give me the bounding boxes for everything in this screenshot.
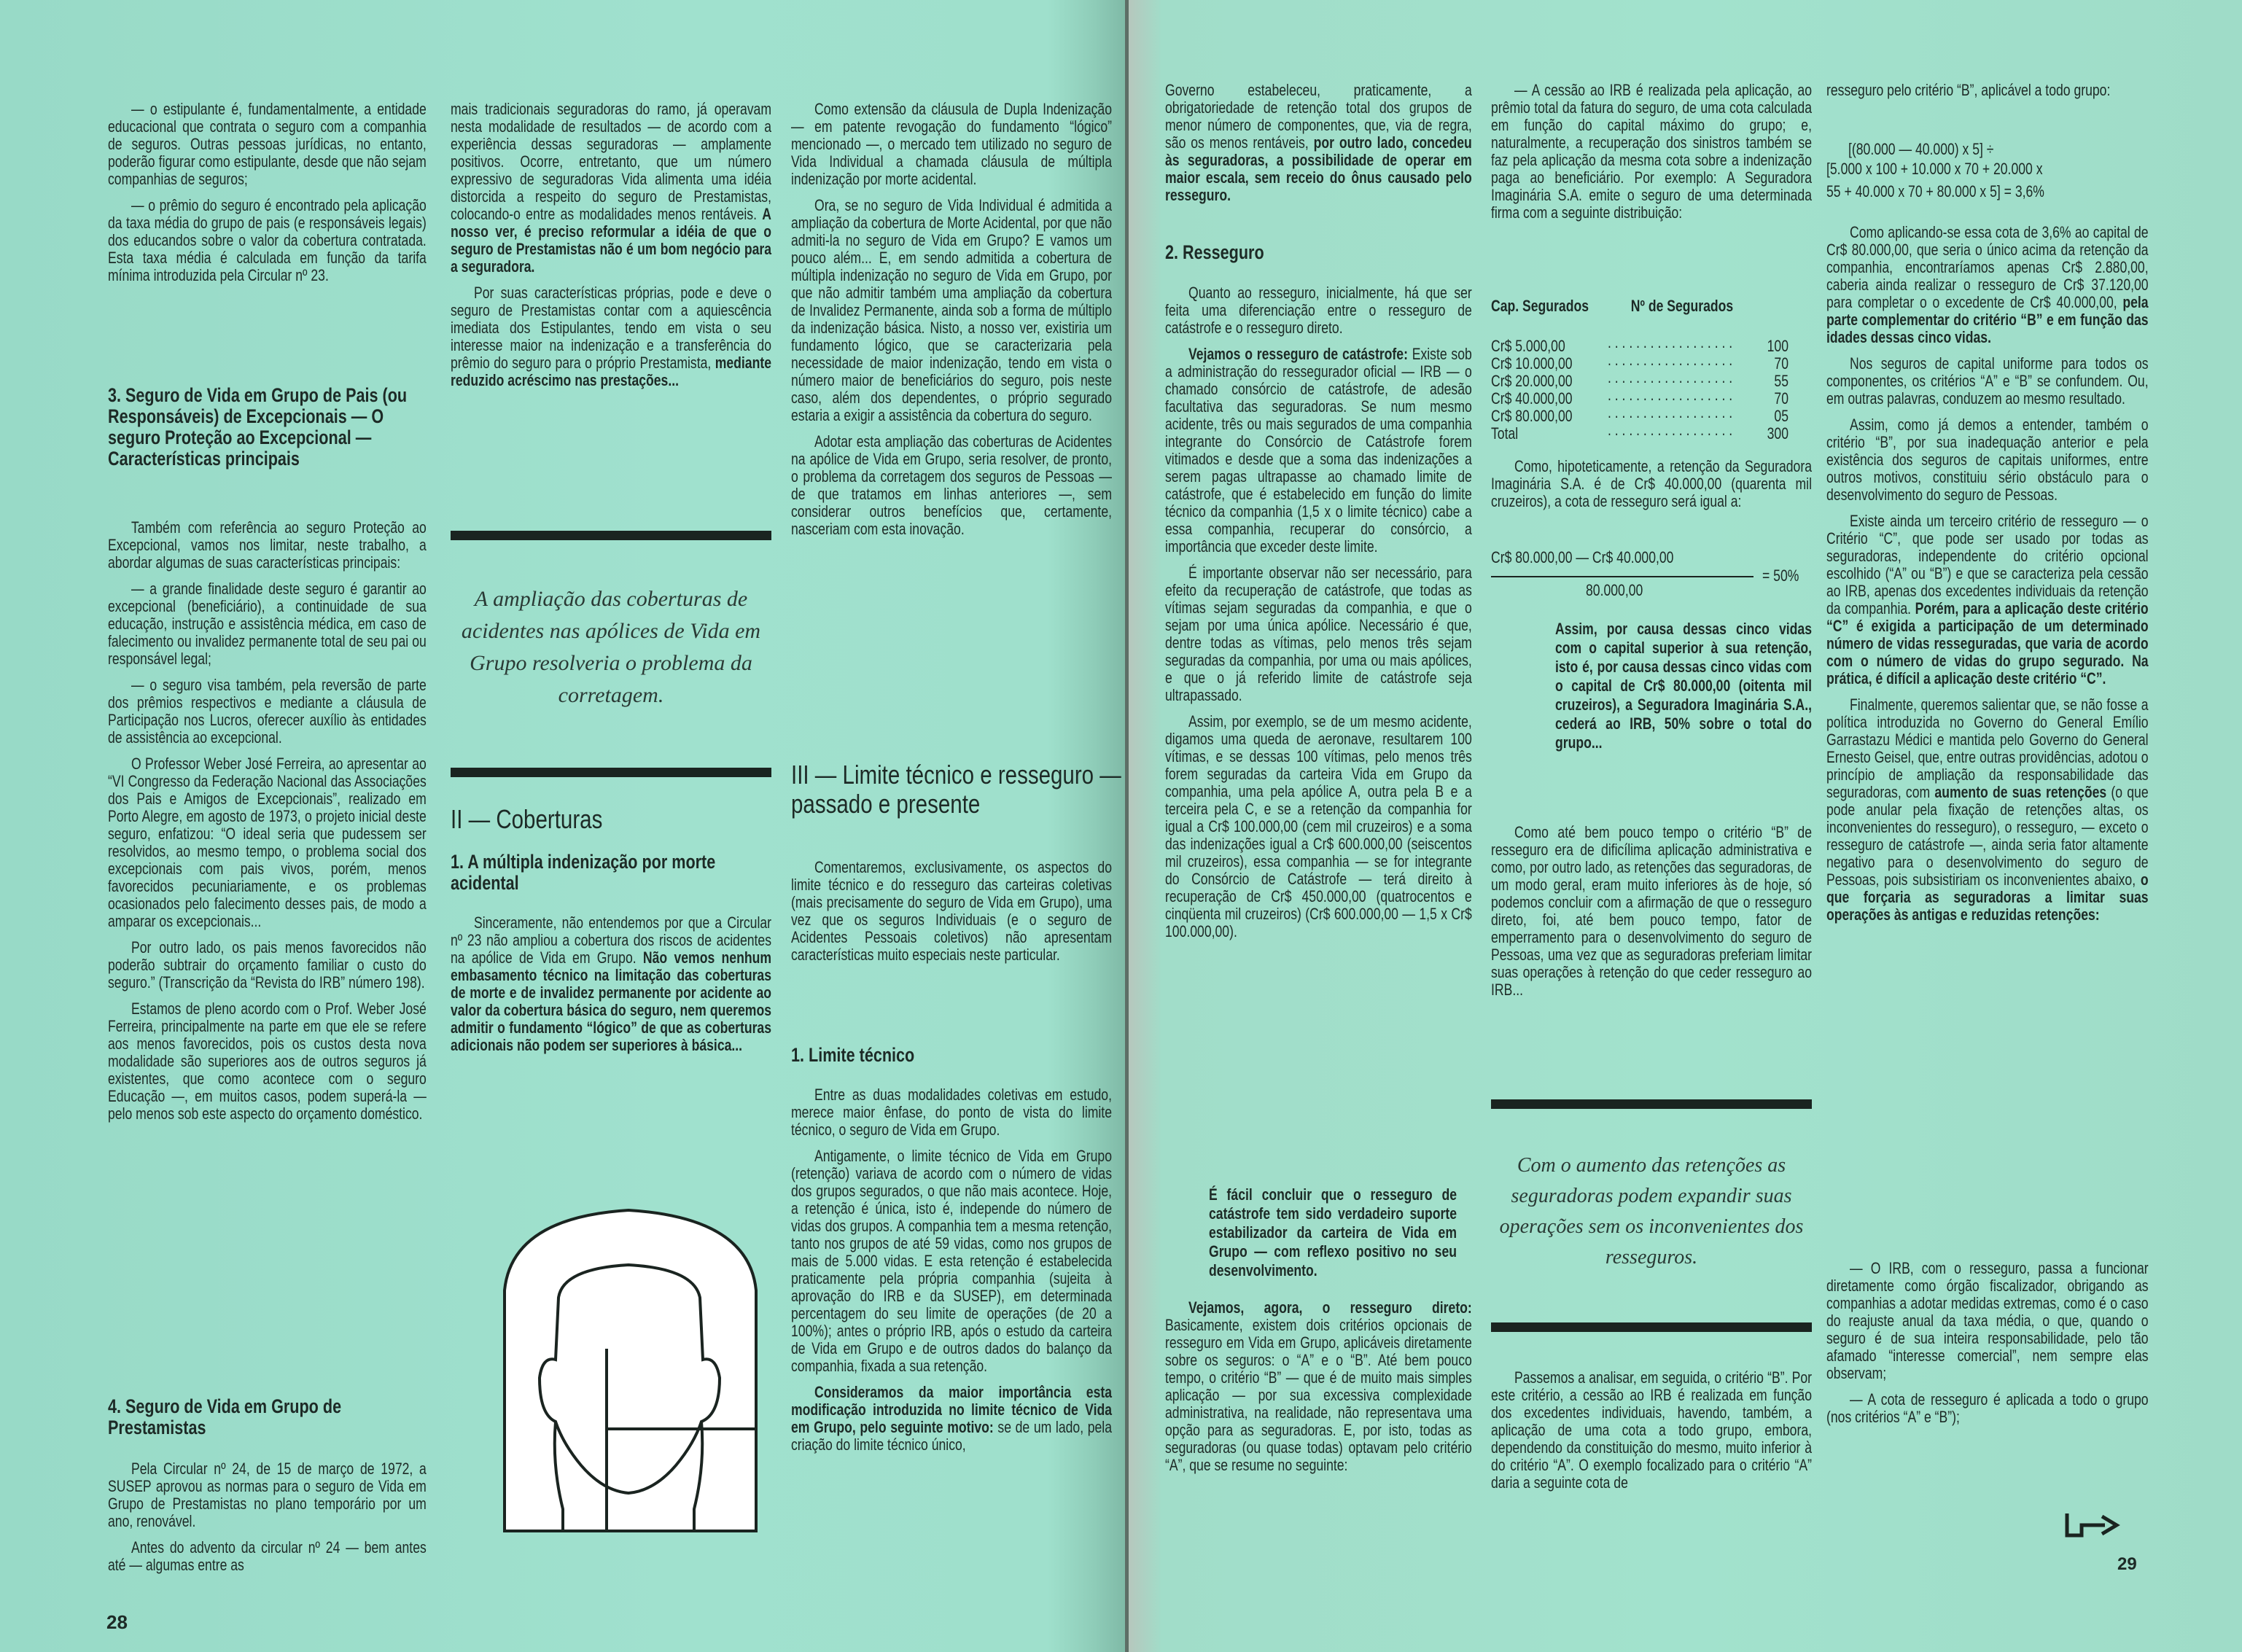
article-text bbox=[1165, 82, 1472, 204]
table-cell: 300 bbox=[1767, 424, 1788, 443]
paragraph bbox=[791, 859, 1112, 964]
table-cell: 55 bbox=[1774, 372, 1788, 390]
text-run: — A cota de resseguro é aplicada a todo o grupo (nos critérios “A” e “B”); bbox=[1826, 1390, 2149, 1426]
article-text bbox=[1491, 1369, 1812, 1492]
text-run: É importante observar não ser necessário, para efeito da recuperação de catástrofe, que todas as vítimas sejam seguradas da companhia, e que o sejam por uma única apólice. Necessário é que, dentre todas as vítimas, pelo menos três sejam seguradas da companhia, por uma ou mais apólices, e que o já referido limite de catástrofe seja ultrapassado. bbox=[1165, 564, 1472, 704]
article-text bbox=[451, 101, 771, 389]
paragraph bbox=[108, 1000, 427, 1123]
bold-text: mediante reduzido acréscimo nas prestações... bbox=[451, 354, 771, 389]
paragraph bbox=[791, 433, 1112, 538]
paragraph bbox=[1491, 458, 1812, 510]
leader-dots: . . . . . . . . . . . . . . . . . . bbox=[1608, 369, 1733, 386]
section-heading: 4. Seguro de Vida em Grupo de Prestamistas bbox=[108, 1395, 342, 1438]
paragraph bbox=[1826, 696, 2149, 924]
bold-text: Consideramos da maior importância esta modificação introduzida no limite técnico de Vida em Grupo, pelo seguinte motivo: bbox=[791, 1383, 1112, 1436]
paragraph bbox=[1826, 1391, 2149, 1426]
head-diagram-icon bbox=[497, 1203, 767, 1538]
paragraph bbox=[108, 197, 427, 284]
leader-dots: . . . . . . . . . . . . . . . . . . bbox=[1608, 404, 1733, 421]
paragraph bbox=[791, 1086, 1112, 1139]
text-run: Também com referência ao seguro Proteção ao Excepcional, vamos nos limitar, neste trabalho, a abordar algumas de suas características principais: bbox=[108, 518, 427, 572]
subsection-heading: 2. Resseguro bbox=[1165, 241, 1264, 263]
article-text bbox=[791, 101, 1112, 538]
section-heading: II — Coberturas bbox=[451, 804, 603, 834]
bold-text: A nosso ver, é preciso reformular a idéia de que o seguro de Prestamistas não é um bom negócio para a seguradora. bbox=[451, 205, 771, 276]
table-cell: Cr$ 20.000,00 bbox=[1491, 372, 1573, 390]
article-text bbox=[108, 519, 427, 1123]
text-run: — O IRB, com o resseguro, passa a funcionar diretamente como órgão fiscalizador, obrigando as companhias a adotar medidas extremas, como é o caso do reajuste anual da taxa média, o que, quando o seguro é de sua inteira responsabilidade, pelo tão afamado “interesse comercial”, nem sempre elas observam; bbox=[1826, 1259, 2149, 1382]
paragraph bbox=[108, 677, 427, 747]
text-run: Antes do advento da circular nº 24 — bem antes até — algumas entre as bbox=[108, 1538, 427, 1574]
leader-dots: . . . . . . . . . . . . . . . . . . bbox=[1608, 334, 1733, 351]
text-run: Assim, por exemplo, se de um mesmo acidente, digamos uma queda de aeronave, resultarem 100 vítimas, e se dessas 100 vítimas, pelo menos três forem seguradas da carteira Vida em Grupo da companhia, uma pela apólice A, outra pela B e a terceira pela C, e se a retenção da companhia for igual a Cr$ 100.000,00 (cem mil cruzeiros) e a soma das indenizações igual a Cr$ 600.000,00 (seiscentos mil cruzeiros), essa companhia — se for integrante do Consórcio de Catástrofe — terá direito à recuperação de Cr$ 450.000,00 (quatrocentos e cinqüenta mil cruzeiros) (Cr$ 600.000,00 — 1,5 x Cr$ 100.000,00). bbox=[1165, 712, 1472, 940]
formula-line: 55 + 40.000 x 70 + 80.000 x 5] = 3,6% bbox=[1826, 182, 2044, 200]
continue-arrow-icon bbox=[2064, 1511, 2122, 1538]
paragraph bbox=[1826, 1260, 2149, 1382]
page-number: 29 bbox=[2117, 1554, 2137, 1574]
text-run: Por outro lado, os pais menos favorecidos não poderão subtrair do orçamento familiar o custo do seguro.” (Transcrição da “Revista do IRB” número 198). bbox=[108, 938, 427, 991]
text-run: Basicamente, existem dois critérios opcionais de resseguro em Vida em Grupo, aplicáveis diretamente sobre os seguros: o “A” e o “B”. Até bem pouco tempo, o critério “B” — que é de muito mais simples aplicação — por sua excessiva complexidade administrativa, na realidade, não representava uma opção para as seguradoras. E, por isto, todas as seguradoras (ou quase todas) optavam pelo critério “A”, que se resume no seguinte: bbox=[1165, 1316, 1472, 1474]
paragraph bbox=[1826, 355, 2149, 408]
right-page bbox=[1129, 0, 2242, 1652]
table-cell: Cr$ 10.000,00 bbox=[1491, 354, 1573, 373]
paragraph bbox=[108, 580, 427, 668]
paragraph bbox=[1491, 824, 1812, 999]
text-run: Como extensão da cláusula de Dupla Indenização — em patente revogação do fundamento “lógico” mencionado —, o mercado tem utilizado no seguro de Vida Individual a chamada cláusula de múltipla indenização por morte acidental. bbox=[791, 100, 1112, 188]
paragraph bbox=[108, 1539, 427, 1574]
table-cell: Cr$ 40.000,00 bbox=[1491, 389, 1573, 408]
divider bbox=[1491, 1322, 1812, 1332]
table-cell: Cr$ 5.000,00 bbox=[1491, 337, 1565, 355]
article-text bbox=[1826, 82, 2149, 99]
paragraph bbox=[1165, 284, 1472, 337]
paragraph bbox=[1491, 1369, 1812, 1492]
paragraph bbox=[791, 197, 1112, 424]
text-run: resseguro pelo critério “B”, aplicável a todo grupo: bbox=[1826, 81, 2111, 99]
article-text bbox=[451, 914, 771, 1054]
table-cell: Total bbox=[1491, 424, 1519, 443]
paragraph bbox=[108, 755, 427, 930]
text-run: Pela Circular nº 24, de 15 de março de 1972, a SUSEP aprovou as normas para o seguro de Vida em Grupo de Prestamistas no plano temporário por um ano, renovável. bbox=[108, 1460, 427, 1530]
text-run: Entre as duas modalidades coletivas em estudo, merece maior ênfase, do ponto de vista do limite técnico, o seguro de Vida em Grupo. bbox=[791, 1086, 1112, 1139]
formula-line: [(80.000 — 40.000) x 5] ÷ bbox=[1848, 140, 1994, 158]
text-run: (o que pode anular pela fixação de retenções altas, os inconvenientes do resseguro), o resseguro, — exceto o resseguro de catástrofe —, ainda seria fator altamente negativo para o desenvolvimento do seguro de Pessoas, pois subsistiriam os inconvenientes abaixo, bbox=[1826, 783, 2149, 889]
bold-text: por outro lado, concedeu às seguradoras, a possibilidade de operar em maior escala, sem receio do ônus causado pelo resseguro. bbox=[1165, 133, 1472, 204]
article-text bbox=[1491, 82, 1812, 222]
fraction-numerator: Cr$ 80.000,00 — Cr$ 40.000,00 bbox=[1491, 548, 1674, 566]
paragraph bbox=[1165, 346, 1472, 556]
bold-text: aumento de suas retenções bbox=[1934, 783, 2107, 801]
bold-text: Porém, para a aplicação deste critério “C” é exigida a participação de um determinado número de vidas resseguradas, que varia de acordo com o número de vidas do grupo segurado. Na prática, é difícil a aplicação deste critério “C”. bbox=[1826, 599, 2149, 687]
bold-text: Vejamos o resseguro de catástrofe: bbox=[1188, 345, 1408, 363]
paragraph bbox=[791, 101, 1112, 188]
divider bbox=[451, 768, 771, 777]
pull-quote: Com o aumento das retenções as seguradoras podem expandir suas operações sem os inconvenientes dos resseguros. bbox=[1499, 1154, 1804, 1269]
text-run: Estamos de pleno acordo com o Prof. Weber José Ferreira, principalmente na parte em que ele se refere aos menos favorecidos, pois os custos desta nova modalidade são superiores aos de outros seguros já existentes, que como acontece com o seguro Educação —, em muitos casos, podem superá-la — pelo menos sob este aspecto do orçamento doméstico. bbox=[108, 1000, 427, 1123]
text-run: — o estipulante é, fundamentalmente, a entidade educacional que contrata o seguro com a companhia de seguros. Outras pessoas jurídicas, no entanto, poderão figurar como estipulante, desde que não sejam companhias de seguros; bbox=[108, 100, 427, 188]
text-run: Passemos a analisar, em seguida, o critério “B”. Por este critério, a cessão ao IRB é realizada em função dos excedentes individuais, havendo, também, a aplicação de uma cota a todo grupo, embora, dependendo da constituição do mesmo, muito inferior à do critério “A”. O exemplo focalizado para o critério “A” daria a seguinte cota de bbox=[1491, 1368, 1812, 1492]
table-column-header: Cap. Segurados bbox=[1491, 297, 1589, 315]
article-text bbox=[1826, 224, 2149, 924]
bold-callout: Assim, por causa dessas cinco vidas com o capital superior à sua retenção, isto é, por causa dessas cinco vidas com o capital de Cr$ 80.000,00 (oitenta mil cruzeiros), a Seguradora Imaginária S.A., cederá ao IRB, 50% sobre o total do grupo... bbox=[1555, 620, 1812, 752]
paragraph bbox=[1165, 1299, 1472, 1474]
paragraph bbox=[791, 1148, 1112, 1375]
table-cell: 70 bbox=[1774, 354, 1788, 373]
paragraph bbox=[108, 519, 427, 572]
article-text bbox=[108, 101, 427, 284]
text-run: Por suas características próprias, pode e deve o seguro de Prestamistas contar com a aquiescência imediata dos Estipulantes, tendo em vista o seu interesse maior na indenização e a transferência do prêmio do seguro para o próprio Prestamista, bbox=[451, 284, 771, 372]
paragraph bbox=[791, 1384, 1112, 1454]
table-cell: Cr$ 80.000,00 bbox=[1491, 407, 1573, 425]
article-text bbox=[791, 859, 1112, 964]
article-text bbox=[1491, 824, 1812, 999]
article-text bbox=[1491, 458, 1812, 510]
paragraph bbox=[108, 939, 427, 991]
paragraph bbox=[1491, 82, 1812, 222]
article-text bbox=[1165, 284, 1472, 940]
text-run: Comentaremos, exclusivamente, os aspectos do limite técnico e do resseguro das carteiras coletivas (mais precisamente do seguro de Vida em Grupo), uma vez que os seguros Individuais (e o seguro de Acidentes Pessoais coletivos) não apresentam características muito especiais neste particular. bbox=[791, 858, 1112, 964]
bold-text: o que forçaria as seguradoras a limitar suas operações às antigas e reduzidas retenções: bbox=[1826, 870, 2149, 924]
text-run: Existe ainda um terceiro critério de resseguro — o Critério “C”, que pode ser usado por todas as seguradoras, independente do critério opcional escolhido (“A” ou “B”) e que se caracteriza pela cessão ao IRB, apenas dos excedentes individuais da retenção da companhia. bbox=[1826, 512, 2149, 617]
table-row bbox=[1491, 421, 1788, 443]
article-text bbox=[1826, 1260, 2149, 1426]
fraction-bar bbox=[1491, 576, 1753, 577]
text-run: Nos seguros de capital uniforme para todos os componentes, os critérios “A” e “B” se confundem. Ou, em outras palavras, conduzem ao mesmo resultado. bbox=[1826, 354, 2149, 408]
text-run: — o seguro visa também, pela reversão de parte dos prêmios respectivos e mediante a cláusula de Participação nos Lucros, oferecer auxílio às entidades de assistência ao excepcional. bbox=[108, 676, 427, 747]
article-text bbox=[108, 1460, 427, 1574]
paragraph bbox=[1165, 564, 1472, 704]
text-run: Adotar esta ampliação das coberturas de Acidentes na apólice de Vida em Grupo, seria resolver, de pronto, o problema da corretagem dos seguros de Pessoas — de que tratamos em linhas anteriores —, sem considerar outros benefícios que, certamente, nasceriam com esta inovação. bbox=[791, 432, 1112, 538]
text-run: Como aplicando-se essa cota de 3,6% ao capital de Cr$ 80.000,00, que seria o único acima da retenção da companhia, encontraríamos apenas Cr$ 2.880,00, caberia ainda realizar o resseguro de Cr$ 37.120,00 para completar o o excedente de Cr$ 40.000,00, bbox=[1826, 223, 2149, 311]
bold-text: Vejamos, agora, o resseguro direto: bbox=[1188, 1298, 1472, 1317]
bold-text: Não vemos nenhum embasamento técnico na limitação das coberturas de morte e de invalidez permanente por acidente ao valor da cobertura básica do seguro, nem queremos admitir o fundamento “lógico” de que as coberturas adicionais não podem ser superiores à básica... bbox=[451, 948, 771, 1054]
paragraph bbox=[451, 101, 771, 276]
paragraph bbox=[1826, 82, 2149, 99]
text-run: Governo estabeleceu, praticamente, a obrigatoriedade de retenção total dos grupos de menor número de componentes, que, via de regra, são os menos rentáveis, bbox=[1165, 81, 1472, 152]
leader-dots: . . . . . . . . . . . . . . . . . . bbox=[1608, 421, 1733, 439]
paragraph bbox=[451, 284, 771, 389]
paragraph bbox=[451, 914, 771, 1054]
divider bbox=[451, 531, 771, 540]
table-cell: 100 bbox=[1767, 337, 1788, 355]
text-run: se de um lado, pela criação do limite técnico único, bbox=[791, 1418, 1112, 1454]
paragraph bbox=[108, 101, 427, 188]
text-run: Antigamente, o limite técnico de Vida em Grupo (retenção) variava de acordo com o número de vidas dos grupos segurados, o que não mais acontece. Hoje, a retenção é única, isto é, independe do número de vidas dos grupos. A companhia tem a mesma retenção, tanto nos grupos de até 59 vidas, como nos grupos de mais de 5.000 vidas. E esta retenção é estabelecida praticamente pela própria companhia (sujeita à aprovação do IRB e da SUSEP), em determinada percentagem do seu limite de operações (de 20 a 100%); antes o próprio IRB, após o estudo da carteira de Vida em Grupo e de outros dados do balanço da companhia, fixada a sua retenção. bbox=[791, 1147, 1112, 1375]
section-heading: III — Limite técnico e resseguro — passado e presente bbox=[791, 760, 1121, 819]
formula-line: [5.000 x 100 + 10.000 x 70 + 20.000 x bbox=[1826, 160, 2043, 178]
table-header bbox=[1491, 297, 1733, 315]
paragraph bbox=[1165, 713, 1472, 940]
divider bbox=[1491, 1099, 1812, 1109]
text-run: Finalmente, queremos salientar que, se não fosse a política introduzida no Governo do General Emílio Garrastazu Médici e mantida pelo Governo do General Ernesto Geisel, que, entre outras providências, adotou o princípio de ampliação da responsabilidade das seguradoras, com bbox=[1826, 696, 2149, 801]
bold-text: pela parte complementar do critério “B” e em função das idades dessas cinco vidas. bbox=[1826, 293, 2149, 346]
text-run: Existe sob a administração do ressegurador oficial — IRB — o chamado consórcio de catástrofe, de adesão facultativa das seguradoras. Se num mesmo acidente, três ou mais segurados de uma companhia integrante do Consórcio de Catástrofe forem vitimados e desde que a soma das indenizações a serem pagas ultrapasse ao chamado limite de catástrofe, que é estabelecido em função do limite técnico da companhia (1,5 x o limite técnico) cabe a essa companhia, recuperar do consórcio, a importância que exceder deste limite. bbox=[1165, 345, 1472, 556]
text-run: — a grande finalidade deste seguro é garantir ao excepcional (beneficiário), a continuidade de sua educação, instrução e assistência médica, em caso de falecimento ou invalidez permanente total de seu pai ou responsável legal; bbox=[108, 580, 427, 668]
article-text bbox=[791, 1086, 1112, 1454]
text-run: Quanto ao resseguro, inicialmente, há que ser feita uma diferenciação entre o resseguro de catástrofe e o resseguro direto. bbox=[1165, 284, 1472, 337]
subsection-heading: 1. Limite técnico bbox=[791, 1044, 915, 1066]
paragraph bbox=[1165, 82, 1472, 204]
text-run: O Professor Weber José Ferreira, ao apresentar ao “VI Congresso da Federação Nacional das Associações dos Pais e Amigos de Excepcionais”, realizado em Porto Alegre, em agosto de 1973, o projeto inicial deste seguro, enfatizou: “O ideal seria que pudessem ser resolvidos, ao mesmo tempo, o problema social dos excepcionais com pais vivos, porém, menos favorecidos pecuniariamente, e os problemas ocasionados pelo falecimento desses pais, de modo a amparar os excepcionais... bbox=[108, 755, 427, 930]
text-run: Sinceramente, não entendemos por que a Circular nº 23 não ampliou a cobertura dos riscos de acidentes na apólice de Vida em Grupo. bbox=[451, 913, 771, 967]
bold-callout: É fácil concluir que o resseguro de catástrofe tem sido verdadeiro suporte estabilizador da carteira de Vida em Grupo — com reflexo positivo no seu desenvolvimento. bbox=[1209, 1185, 1457, 1279]
text-run: mais tradicionais seguradoras do ramo, já operavam nesta modalidade de resultados — de acordo com a experiência dessas seguradoras — amplamente positivos. Ocorre, entretanto, que um número expressivo de seguradoras Vida alimenta uma idéia distorcida a respeito do seguro de Prestamistas, colocando-o entre as modalidades menos rentáveis. bbox=[451, 100, 771, 223]
page-number: 28 bbox=[106, 1611, 128, 1633]
paragraph bbox=[1826, 416, 2149, 504]
fraction-denominator: 80.000,00 bbox=[1586, 581, 1643, 599]
paragraph bbox=[1826, 513, 2149, 687]
text-run: Ora, se no seguro de Vida Individual é admitida a ampliação da cobertura de Morte Acidental, por que não admiti-la no seguro de Vida em Grupo? E vamos um pouco além... E, em sendo admitida a cobertura de múltipla indenização no seguro de Vida em Grupo, por que não admitir também uma ampliação da cobertura de Invalidez Permanente, ainda sob a forma de múltiplo da indenização básica. Nisto, a nosso ver, existiria um fundamento lógico, que se caracterizaria pela necessidade de maior indenização, tendo em vista o número maior de beneficiários do seguro, pois neste caso, além dos dependentes, o próprio segurado estaria a exigir a assistência da cobertura do seguro. bbox=[791, 196, 1112, 424]
text-run: Como, hipoteticamente, a retenção da Seguradora Imaginária S.A. é de Cr$ 40.000,00 (quarenta mil cruzeiros), a cota de resseguro será igual a: bbox=[1491, 457, 1812, 510]
leader-dots: . . . . . . . . . . . . . . . . . . bbox=[1608, 386, 1733, 404]
table-cell: 05 bbox=[1774, 407, 1788, 425]
subsection-heading: 1. A múltipla indenização por morte acidental bbox=[451, 851, 716, 894]
pull-quote: A ampliação das coberturas de acidentes nas apólices de Vida em Grupo resolveria o problema da corretagem. bbox=[461, 587, 761, 707]
text-run: Assim, como já demos a entender, também o critério “B”, por sua inadequação anterior e pela existência dos seguros de capitais uniformes, entre outros motivos, constituiu sério obstáculo para o desenvolvimento do seguro de Pessoas. bbox=[1826, 416, 2149, 504]
text-run: Como até bem pouco tempo o critério “B” de resseguro era de dificílima aplicação administrativa e como, por outro lado, as retenções das seguradoras, de um modo geral, eram muito inferiores às de hoje, só podemos concluir com a afirmação de que o resseguro direto, foi, até bem pouco tempo, fator de emperramento para o desenvolvimento do seguro de Pessoas, uma vez que as seguradoras preferiam limitar suas operações à retenção do que ceder resseguro ao IRB... bbox=[1491, 823, 1812, 999]
table-column-header: Nº de Segurados bbox=[1630, 297, 1734, 315]
text-run: — o prêmio do seguro é encontrado pela aplicação da taxa média do grupo de pais (e responsáveis legais) dos educandos sobre o valor da cobertura contratada. Esta taxa média é calculada em função da tarifa mínima introduzida pela Circular nº 23. bbox=[108, 196, 427, 284]
table-cell: 70 bbox=[1774, 389, 1788, 408]
section-heading: 3. Seguro de Vida em Grupo de Pais (ou Responsáveis) de Excepcionais — O seguro Proteção ao Excepcional — Características principais bbox=[108, 384, 408, 470]
fraction-result: = 50% bbox=[1762, 566, 1799, 585]
article-text bbox=[1165, 1299, 1472, 1474]
paragraph bbox=[108, 1460, 427, 1530]
leader-dots: . . . . . . . . . . . . . . . . . . bbox=[1608, 351, 1733, 369]
paragraph bbox=[1826, 224, 2149, 346]
text-run: — A cessão ao IRB é realizada pela aplicação, ao prêmio total da fatura do seguro, de uma cota calculada em função do capital máximo do grupo; e, naturalmente, a recuperação dos sinistros também se faz pela aplicação da mesma cota sobre a indenização paga ao beneficiário. Por exemplo: A Seguradora Imaginária S.A. emite o seguro de uma determinada firma com a seguinte distribuição: bbox=[1491, 81, 1812, 222]
